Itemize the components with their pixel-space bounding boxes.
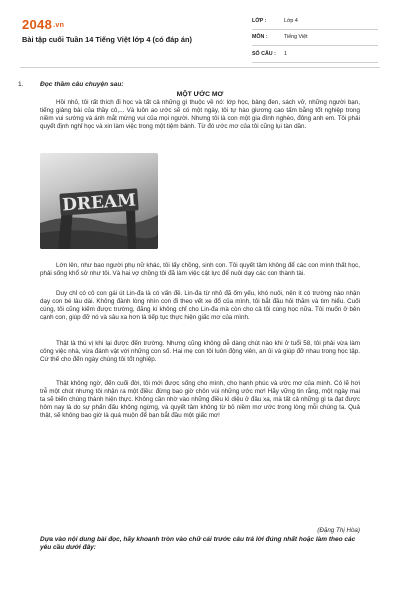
question-number: 1. [18, 81, 24, 88]
dream-photo [40, 153, 158, 249]
story-title: MỘT ƯỚC MƠ [176, 91, 224, 98]
story-paragraph: Lớn lên, như bao người phụ nữ khác, tôi lấy chồng, sinh con. Tôi quyết tâm không để các con mình thất học, phải sống khổ sở như tôi. Và hai vợ chồng tôi đã làm việc cật lực để nuôi dạy các con thành tài. [40, 262, 360, 278]
meta-row-subject [252, 30, 378, 47]
meta-table [252, 13, 378, 63]
logo-main: 2048 [22, 17, 53, 32]
header-divider [20, 67, 380, 68]
meta-value: 1 [284, 50, 287, 57]
site-logo[interactable] [22, 17, 64, 32]
meta-value: Tiếng Việt [284, 34, 308, 41]
question-instruction: Dựa vào nội dung bài đọc, hãy khoanh tròn vào chữ cái trước câu trả lời đúng nhất hoặc làm theo các yêu cầu dưới đây: [40, 536, 356, 552]
story-paragraph: Thật là thú vị khi lại được đến trường. Nhưng cũng không dễ dàng chút nào khi ở tuổi 58, tôi phải vừa làm công việc nhà, vừa đánh vật với những con số. Hai mẹ con tôi luôn động viên, an ủi và giúp đỡ nhau trong học tập. Cứ thế cho đến ngày chúng tôi tốt nghiệp. [40, 340, 360, 364]
dream-word: DREAM [61, 190, 137, 216]
story-paragraph: Hồi nhỏ, tôi rất thích đi học và tất cả những gì thuộc về nó: lớp học, bảng đen, sách vở, những người bạn, tiếng giảng bài của thầy cô,... Và luôn ao ước sẽ có một ngày, tôi tự hào giương cao tấm bằng tốt nghiệp trong niềm vui sướng và ánh mắt mừng vui của mọi người. Nhưng tôi là con một gia đình nghèo, đông anh em. Tôi phải quyết định nghỉ học và xin làm việc trong một tiệm bánh. Từ đó ước mơ của tôi cũng lụi tàn dần. [40, 99, 360, 131]
question-heading: Đọc thầm câu chuyện sau: [40, 81, 124, 88]
story-paragraph: Thật không ngờ, đến cuối đời, tôi mới được sống cho mình, cho hạnh phúc và ước mơ của mình. Có lẽ hơi trễ một chút nhưng tôi nhận ra một điều: đừng bao giờ chôn vùi những ước mơ! Hãy vững tin rằng, một ngày mai ta sẽ biến chúng thành hiện thực. Không cần nhờ vào những điều kì diệu ở đâu xa, mà tất cả những gì ta đạt được hôm nay là do sự phấn đấu không ngừng, và quyết tâm không từ bỏ niềm mơ ước trong lòng mỗi chúng ta. Quả thật, sẽ không bao giờ là quá muộn để bạn bắt đầu một giấc mơ! [40, 380, 360, 420]
meta-key: MÔN : [252, 34, 268, 41]
meta-key: LỚP : [252, 17, 267, 24]
story-author: (Đặng Thị Hòa) [317, 527, 360, 534]
page-title: Bài tập cuối Tuần 14 Tiếng Việt lớp 4 (có đáp án) [22, 35, 192, 44]
meta-key: SỐ CÂU : [252, 50, 276, 57]
story-paragraph: Duy chỉ có cô con gái út Lin-đa là có vấn đề. Lin-đa từ nhỏ đã ốm yếu, khó nuôi, nên ít có trường nào nhận dạy con bé lâu dài. Không đành lòng nhìn con đi theo vết xe đổ của mình, tôi bắt đầu hỏi thăm và tìm hiểu. Cuối cùng, tôi cũng kiếm được trường, đăng kí không chỉ cho Lin-đa mà còn cho cả tôi cùng học nữa. Tôi muốn ở bên cạnh con, giúp đỡ nó và sâu xa hơn là tiếp tục thực hiện giấc mơ của mình. [40, 290, 360, 322]
meta-value: Lớp 4 [284, 17, 298, 24]
logo-tld: .vn [53, 22, 65, 30]
meta-row-class [252, 13, 378, 30]
meta-row-count [252, 46, 378, 63]
